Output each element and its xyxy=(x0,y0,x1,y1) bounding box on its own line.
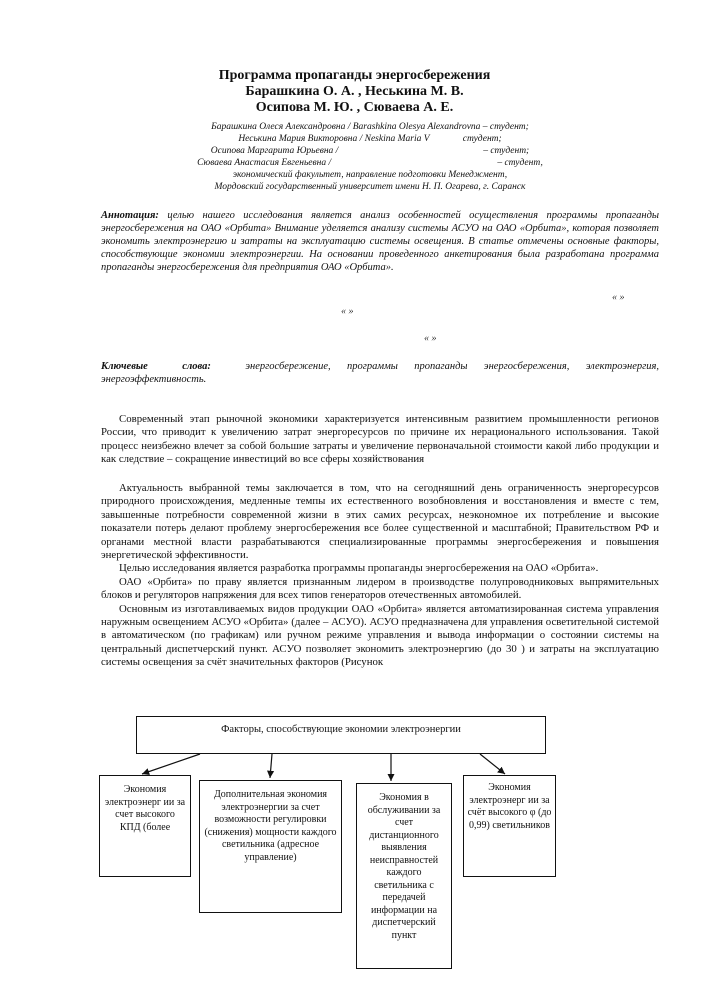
paragraph: Современный этап рыночной экономики характеризуется интенсивным развитием промышленности регионов России, что приводит к увеличению затрат энергоресурсов по причине их нерационального использования. Такой процесс неизбежно влечет за собой большие затраты и увеличение первоначальной стоимости какой либо продукции и как следствие – сокращение инвестиций во все сферы хозяйствования xyxy=(101,413,659,466)
paragraph: Целью исследования является разработка программы пропаганды энергосбережения на ОАО «Орбита». xyxy=(119,562,599,575)
arrow-line xyxy=(142,754,200,774)
title-line: Программа пропаганды энергосбережения xyxy=(218,68,491,83)
paragraph: Актуальность выбранной темы заключается в том, что на сегодняшний день ограниченность энергоресурсов природного происхождения, медленные темпы их естественного возобновления и восстановления и вместе с тем, завышенные потребности современной жизни в этих самих ресурсах, неэкономное их потребление и высокие показатели потерь делают проблему энергосбережения все более существенной и масштабной; Правительством РФ и органами местной власти разрабатываются специализированные программы энергосбережения и повышения энергетической эффективности. xyxy=(101,482,659,562)
diagram-factor-box: Экономия в обслуживании за счет дистанционного выявления неисправностей каждого светильника с передачей информации на диспетчерский пункт xyxy=(356,783,452,969)
author-affiliation: Неськина Мария Викторовна / Neskina Maria V студент; xyxy=(238,134,502,144)
arrow-line xyxy=(270,754,272,778)
quote-marks: « » xyxy=(424,333,437,344)
diagram-factor-box: Дополнительная экономия электроэнергии за счет возможности регулировки (снижения) мощности каждого светильника (адресное управление) xyxy=(199,780,342,913)
author-affiliation: Барашкина Олеся Александровна / Barashkina Olesya Alexandrovna – студент; xyxy=(211,122,529,132)
diagram-factor-box: Экономия электроэнерг ии за счёт высокого φ (до 0,99) светильников xyxy=(463,775,556,877)
diagram-root-box: Факторы, способствующие экономии электроэнергии xyxy=(136,716,546,754)
paragraph: Основным из изготавливаемых видов продукции ОАО «Орбита» является автоматизированная система управления наружным освещением АСУО «Орбита» (далее – АСУО). АСУО предназначена для управления осветительной системой в автоматическом (по графикам) или ручном режиме управления и вывода информации о состоянии системы на центральный диспетчерский пункт. АСУО позволяет экономить электроэнергию (до 30 ) и затраты на эксплуатацию системы освещения за счёт значительных факторов (Рисунок xyxy=(101,602,659,669)
quote-marks: « » xyxy=(341,306,354,317)
keywords-text: энергосбережение, программы пропаганды энергосбережения, электроэнергия, энергоэффективность. xyxy=(101,361,660,385)
authors-line: Осипова М. Ю. , Сюваева А. Е. xyxy=(255,100,454,115)
abstract-label: Аннотация: xyxy=(101,210,159,221)
diagram-factor-box: Экономия электроэнерг ии за счет высокого КПД (более xyxy=(99,775,191,877)
arrow-line xyxy=(480,754,505,774)
author-affiliation: Сюваева Анастасия Евгеньевна / – студент, xyxy=(197,158,543,168)
author-affiliation: Осипова Маргарита Юрьевна / – студент; xyxy=(210,146,530,156)
keywords-label: Ключевые слова: xyxy=(101,361,211,372)
quote-marks: « » xyxy=(612,292,625,303)
university-line: Мордовский государственный университет имени Н. П. Огарева, г. Саранск xyxy=(214,182,526,192)
abstract-text: целью нашего исследования является анализ особенностей осуществления программы пропаганды энергосбережения на ОАО «Орбита» Внимание уделяется анализу системы АСУО на ОАО «Орбита», которая позволяет экономить электроэнергию и затраты на эксплуатацию системы освещения. В статье отмечены основные факторы, способствующие экономии электроэнергии. На основании проведенного анкетирования была разработана программа пропаганды энергосбережения для предприятия ОАО «Орбита». xyxy=(101,210,659,273)
faculty-line: экономический факультет, направление подготовки Менеджмент, xyxy=(232,170,508,180)
authors-line: Барашкина О. А. , Неськина М. В. xyxy=(245,84,464,99)
paragraph: ОАО «Орбита» по праву является признанным лидером в производстве полупроводниковых выпрямительных блоков и регуляторов напряжения для всех типов генераторов отечественных автомобилей. xyxy=(101,575,659,602)
